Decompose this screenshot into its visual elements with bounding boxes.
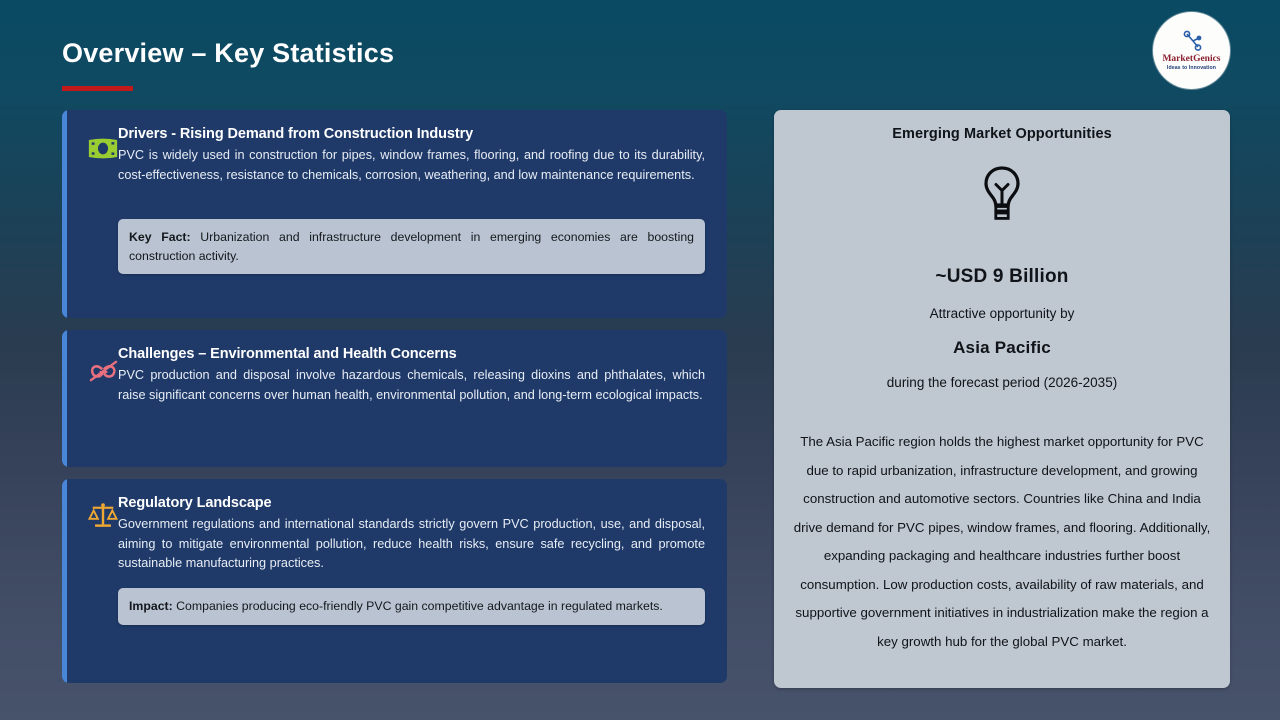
- balance-scale-icon: [86, 499, 120, 533]
- logo-brand-name: MarketGenics: [1162, 53, 1221, 64]
- card-challenges: [62, 330, 727, 467]
- card-body-text: Government regulations and international standards strictly govern PVC production, use, and disposal, aiming to mitigate environmental pollution, reduce health risks, ensure safe recycling, and promote sustainable manufacturing practices.: [118, 517, 705, 571]
- page-title: Overview – Key Statistics: [62, 38, 395, 68]
- panel-description: The Asia Pacific region holds the highest market opportunity for PVC due to rapid urbanization, infrastructure development, and growing construction and automotive sectors. Countries like China and India drive demand for PVC pipes, window frames, and flooring. Additionally, expanding packaging and healthcare industries further boost consumption. Low production costs, availability of raw materials, and supportive government initiatives in industrialization make the region a key growth hub for the global PVC market.: [793, 434, 1211, 650]
- key-statistics-card-list: [62, 110, 727, 695]
- stat-region: Asia Pacific: [953, 338, 1051, 357]
- brand-logo: [1153, 12, 1230, 89]
- card-title: Drivers - Rising Demand from Construction Industry: [118, 126, 474, 142]
- logo-tagline: Ideas to Innovation: [1166, 65, 1217, 72]
- impact-text: Companies producing eco-friendly PVC gain competitive advantage in regulated markets.: [172, 599, 663, 614]
- title-underline-rule: [62, 86, 133, 91]
- stat-value: ~USD 9 Billion: [935, 266, 1069, 287]
- key-fact-box: [118, 219, 705, 274]
- panel-title: Emerging Market Opportunities: [892, 126, 1112, 142]
- key-fact-label: Key Fact:: [129, 230, 191, 245]
- stat-subtitle: Attractive opportunity by: [929, 306, 1075, 321]
- emerging-market-opportunities-panel: [774, 110, 1230, 688]
- card-title: Regulatory Landscape: [118, 495, 272, 511]
- impact-box: [118, 588, 705, 624]
- money-banknote-icon: [86, 131, 120, 165]
- card-drivers: [62, 110, 727, 318]
- card-body-text: PVC is widely used in construction for pipes, window frames, flooring, and roofing due to its durability, cost-effectiveness, resistance to chemicals, corrosion, weathering, and low maintenance requirements.: [118, 148, 705, 182]
- card-body-text: PVC production and disposal involve hazardous chemicals, releasing dioxins and phthalates, which raise significant concerns over human health, environmental pollution, and long-term ecological impacts.: [118, 368, 705, 402]
- lightbulb-icon: [790, 164, 1214, 224]
- key-fact-text: Urbanization and infrastructure development in emerging economies are boosting construction activity.: [129, 230, 695, 263]
- impact-label: Impact:: [129, 599, 173, 614]
- stat-forecast-period: during the forecast period (2026-2035): [886, 375, 1118, 390]
- broken-link-icon: [86, 354, 120, 388]
- card-regulatory: [62, 479, 727, 683]
- card-title: Challenges – Environmental and Health Concerns: [118, 346, 457, 362]
- logo-network-icon: [1179, 30, 1205, 54]
